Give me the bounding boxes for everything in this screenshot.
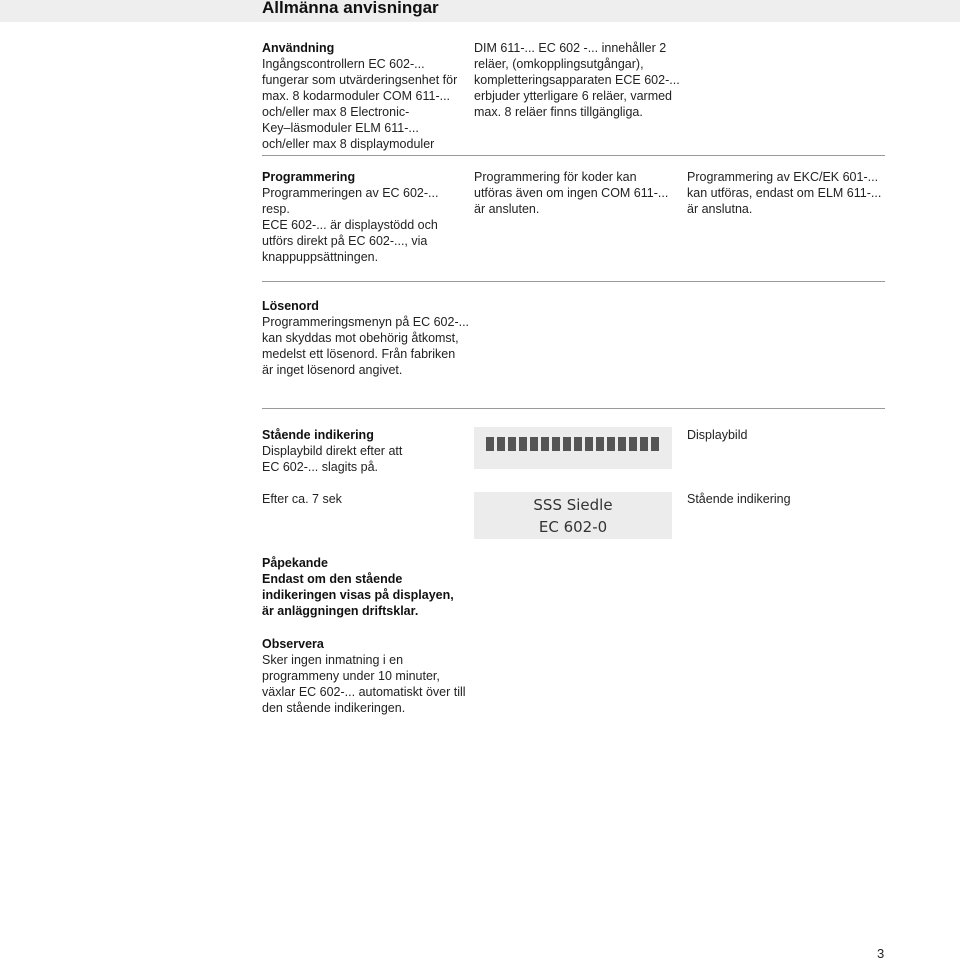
reminder-heading: Påpekande xyxy=(262,556,329,570)
note-heading: Observera xyxy=(262,637,324,651)
display-label: Displaybild xyxy=(687,428,748,442)
display-segment xyxy=(574,437,582,451)
programming-coder-line: utföras även om ingen COM 611-... xyxy=(474,186,669,200)
usage-cont-line: erbjuder ytterligare 6 reläer, varmed xyxy=(474,89,673,103)
programming-line: Programmeringen av EC 602-... resp. xyxy=(262,186,439,216)
password-section xyxy=(262,298,472,378)
programming-line: utförs direkt på EC 602-..., via xyxy=(262,234,428,248)
note-section xyxy=(262,636,477,716)
reminder-line: Endast om den stående xyxy=(262,572,403,586)
display-segment xyxy=(629,437,637,451)
standby-line: Displaybild direkt efter att xyxy=(262,444,403,458)
page-number: 3 xyxy=(877,946,885,960)
display-segment xyxy=(530,437,538,451)
display-startup xyxy=(474,427,672,469)
divider xyxy=(262,155,885,156)
usage-line: och/eller max 8 Electronic- xyxy=(262,105,410,119)
display-segment xyxy=(519,437,527,451)
display-segment xyxy=(486,437,494,451)
programming-coder-line: är ansluten. xyxy=(474,202,540,216)
segment-row xyxy=(486,437,659,451)
divider xyxy=(262,281,885,282)
usage-heading: Användning xyxy=(262,41,335,55)
programming-coder-section xyxy=(474,169,684,217)
after-delay-label: Efter ca. 7 sek xyxy=(262,492,342,506)
usage-section xyxy=(262,40,462,152)
programming-coder-line: Programmering för koder kan xyxy=(474,170,637,184)
programming-line: ECE 602-... är displaystödd och xyxy=(262,218,438,232)
display-segment xyxy=(585,437,593,451)
divider xyxy=(262,408,885,409)
usage-cont-line: max. 8 reläer finns tillgängliga. xyxy=(474,105,643,119)
password-line: kan skyddas mot obehörig åtkomst, xyxy=(262,331,459,345)
usage-cont-line: kompletteringsapparaten ECE 602-... xyxy=(474,73,680,87)
reminder-line: indikeringen visas på displayen, xyxy=(262,588,454,602)
password-heading: Lösenord xyxy=(262,299,319,313)
display-standby xyxy=(474,492,672,539)
page-title: Allmänna anvisningar xyxy=(262,0,439,17)
password-line: är inget lösenord angivet. xyxy=(262,363,403,377)
display-segment xyxy=(618,437,626,451)
header-band xyxy=(0,0,960,22)
programming-ekc-section xyxy=(687,169,887,217)
usage-line: och/eller max 8 displaymoduler xyxy=(262,137,435,151)
usage-line: max. 8 kodarmoduler COM 611-... xyxy=(262,89,451,103)
usage-line: Ingångscontrollern EC 602-... xyxy=(262,57,425,71)
display-segment xyxy=(596,437,604,451)
display-segment xyxy=(508,437,516,451)
usage-cont-line: reläer, (omkopplingsutgångar), xyxy=(474,57,644,71)
standby-section xyxy=(262,427,467,475)
programming-heading: Programmering xyxy=(262,170,356,184)
standby-line: EC 602-... slagits på. xyxy=(262,460,379,474)
password-line: Programmeringsmenyn på EC 602-... xyxy=(262,315,470,329)
lcd-line-1: SSS Siedle xyxy=(533,496,613,514)
standby-display-label: Stående indikering xyxy=(687,492,791,506)
reminder-line: är anläggningen driftsklar. xyxy=(262,604,419,618)
note-line: Sker ingen inmatning i en xyxy=(262,653,404,667)
programming-ekc-line: är anslutna. xyxy=(687,202,753,216)
note-line: växlar EC 602-... automatiskt över till xyxy=(262,685,466,699)
note-line: den stående indikeringen. xyxy=(262,701,406,715)
note-line: programmeny under 10 minuter, xyxy=(262,669,440,683)
usage-cont-line: DIM 611-... EC 602 -... innehåller 2 xyxy=(474,41,667,55)
lcd-line-2: EC 602-0 xyxy=(538,518,608,536)
standby-heading: Stående indikering xyxy=(262,428,374,442)
display-segment xyxy=(541,437,549,451)
programming-section xyxy=(262,169,467,265)
display-segment xyxy=(651,437,659,451)
usage-line: Key–läsmoduler ELM 611-... xyxy=(262,121,419,135)
password-line: medelst ett lösenord. Från fabriken xyxy=(262,347,456,361)
display-segment xyxy=(552,437,560,451)
usage-line: fungerar som utvärderingsenhet för xyxy=(262,73,458,87)
display-segment xyxy=(497,437,505,451)
usage-continued xyxy=(474,40,684,120)
reminder-section xyxy=(262,555,477,619)
display-segment xyxy=(563,437,571,451)
display-segment xyxy=(607,437,615,451)
programming-ekc-line: Programmering av EKC/EK 601-... xyxy=(687,170,879,184)
display-segment xyxy=(640,437,648,451)
programming-line: knappuppsättningen. xyxy=(262,250,379,264)
programming-ekc-line: kan utföras, endast om ELM 611-... xyxy=(687,186,882,200)
